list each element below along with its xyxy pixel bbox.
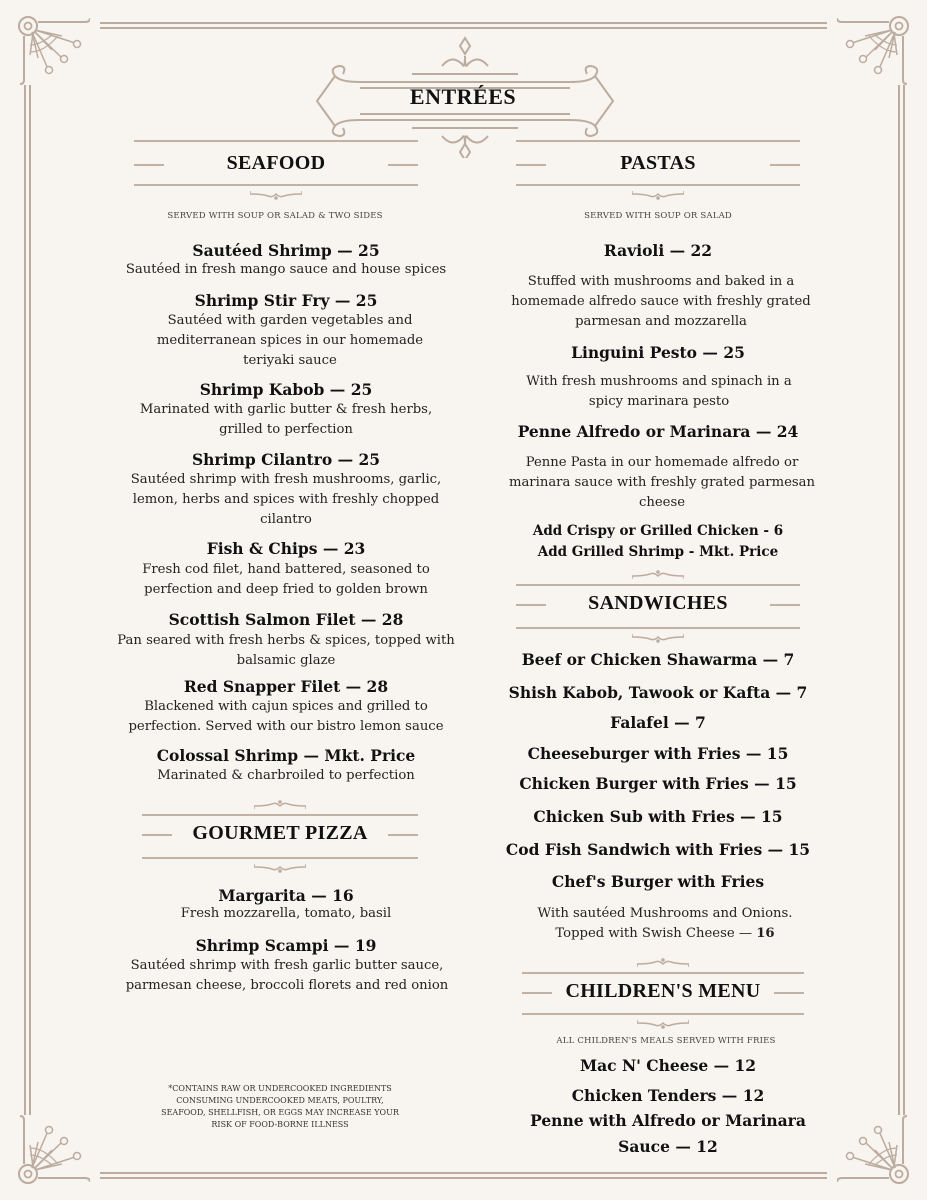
corner-ornament-top-left-icon [0, 0, 90, 90]
menu-item-desc: Blackened with cajun spices and grilled to perfection. Served with our bistro lemon sauce [128, 699, 444, 734]
menu-item-name: Shrimp Cilantro — 25 [191, 450, 381, 469]
disclaimer-line: *CONTAINS RAW OR UNDERCOOKED INGREDIENTS [168, 1084, 392, 1093]
section-header-seafood [134, 130, 418, 200]
menu-item-name: Colossal Shrimp — Mkt. Price [156, 746, 416, 765]
menu-item-name: Margarita — 16 [218, 886, 354, 905]
flourish-icon [632, 629, 684, 643]
menu-item-desc: Sautéed with garden vegetables and mediterranean spices in our homemade teriyaki sauce [156, 313, 424, 368]
menu-item-name: Penne Alfredo or Marinara — 24 [517, 422, 799, 441]
menu-item-name: Penne with Alfredo or Marinara [530, 1111, 806, 1130]
menu-item-desc: Sautéed shrimp with fresh mushrooms, garlic, lemon, herbs and spices with freshly chopped cilantro [130, 472, 442, 527]
desc-text: Topped with Swish Cheese — [555, 926, 757, 941]
flourish-icon [250, 186, 302, 200]
menu-item-name: Fish & Chips — 23 [206, 539, 366, 558]
menu-item-name: Shrimp Kabob — 25 [199, 380, 373, 399]
menu-item-name: Red Snapper Filet — 28 [183, 677, 389, 696]
menu-item-desc: Fresh cod filet, hand battered, seasoned to perfection and deep fried to golden brown [142, 562, 430, 597]
menu-item-name: Linguini Pesto — 25 [571, 343, 745, 362]
desc-line: With sautéed Mushrooms and Onions. [537, 906, 793, 921]
menu-item-name: Sauce — 12 [618, 1137, 718, 1156]
menu-item-desc: Marinated with garlic butter & fresh herbs, grilled to perfection [139, 402, 433, 437]
section-title-pastas: PASTAS [620, 152, 696, 174]
disclaimer-line: SEAFOOD, SHELLFISH, OR EGGS MAY INCREASE YOUR [161, 1108, 399, 1117]
section-header-sandwiches [516, 570, 800, 640]
flourish-icon [637, 1015, 689, 1029]
menu-item-desc: Sautéed shrimp with fresh garlic butter sauce, parmesan cheese, broccoli florets and red onion [125, 958, 449, 993]
menu-item-name: Mac N' Cheese — 12 [579, 1056, 757, 1075]
menu-item-name: Scottish Salmon Filet — 28 [168, 610, 404, 629]
seafood-note: SERVED WITH SOUP OR SALAD & TWO SIDES [167, 211, 383, 221]
price: 16 [756, 926, 775, 941]
menu-item-name: Sautéed Shrimp — 25 [192, 241, 380, 260]
menu-item-name: Ravioli — 22 [603, 241, 713, 260]
menu-item-name: Chef's Burger with Fries [551, 872, 765, 891]
menu-item-desc: With fresh mushrooms and spinach in a spicy marinara pesto [526, 374, 792, 409]
menu-item-desc: Fresh mozzarella, tomato, basil [180, 906, 392, 921]
flourish-icon [632, 186, 684, 200]
section-header-pastas [516, 130, 800, 200]
children-note: ALL CHILDREN'S MEALS SERVED WITH FRIES [556, 1036, 776, 1046]
menu-item-desc: Pan seared with fresh herbs & spices, topped with balsamic glaze [117, 633, 455, 668]
menu-item-name: Shish Kabob, Tawook or Kafta — 7 [508, 683, 808, 702]
section-title-pizza: GOURMET PIZZA [192, 822, 368, 844]
flourish-icon [254, 859, 306, 873]
menu-item-name: Cod Fish Sandwich with Fries — 15 [505, 840, 811, 859]
menu-item-desc: Sautéed in fresh mango sauce and house spices [125, 262, 447, 277]
section-header-children [522, 958, 804, 1028]
pastas-note: SERVED WITH SOUP OR SALAD [584, 211, 732, 221]
menu-item-name: Cheeseburger with Fries — 15 [527, 744, 789, 763]
disclaimer-line: CONSUMING UNDERCOOKED MEATS, POULTRY, [176, 1096, 384, 1105]
corner-ornament-bottom-left-icon [0, 1110, 90, 1200]
flourish-icon [637, 958, 689, 972]
flourish-icon [632, 570, 684, 584]
corner-ornament-bottom-right-icon [837, 1110, 927, 1200]
menu-item-name: Shrimp Stir Fry — 25 [194, 291, 378, 310]
food-safety-disclaimer [150, 1083, 410, 1131]
addon-chicken: Add Crispy or Grilled Chicken - 6 [532, 523, 784, 539]
flourish-icon [254, 800, 306, 814]
menu-item-desc: Marinated & charbroiled to perfection [157, 768, 415, 783]
menu-item-name: Shrimp Scampi — 19 [195, 936, 377, 955]
menu-item-desc: Penne Pasta in our homemade alfredo or marinara sauce with freshly grated parmesan cheese [508, 455, 816, 510]
menu-item-name: Beef or Chicken Shawarma — 7 [521, 650, 795, 669]
menu-item-desc [510, 904, 820, 944]
menu-item-desc: Stuffed with mushrooms and baked in a homemade alfredo sauce with freshly grated parmesan and mozzarella [511, 274, 811, 329]
menu-item-name: Chicken Sub with Fries — 15 [533, 807, 783, 826]
desc-line [510, 924, 820, 944]
corner-ornament-top-right-icon [837, 0, 927, 90]
section-title-seafood: SEAFOOD [226, 152, 326, 174]
menu-item-name: Chicken Burger with Fries — 15 [519, 774, 797, 793]
section-title-children: CHILDREN'S MENU [565, 980, 761, 1002]
section-header-pizza [142, 800, 418, 870]
section-title-sandwiches: SANDWICHES [588, 592, 728, 614]
disclaimer-line: RISK OF FOOD-BORNE ILLNESS [211, 1120, 349, 1129]
menu-item-name: Falafel — 7 [610, 713, 706, 732]
addon-shrimp: Add Grilled Shrimp - Mkt. Price [537, 544, 779, 560]
page-title: ENTRÉES [409, 84, 517, 109]
menu-item-name: Chicken Tenders — 12 [571, 1086, 765, 1105]
